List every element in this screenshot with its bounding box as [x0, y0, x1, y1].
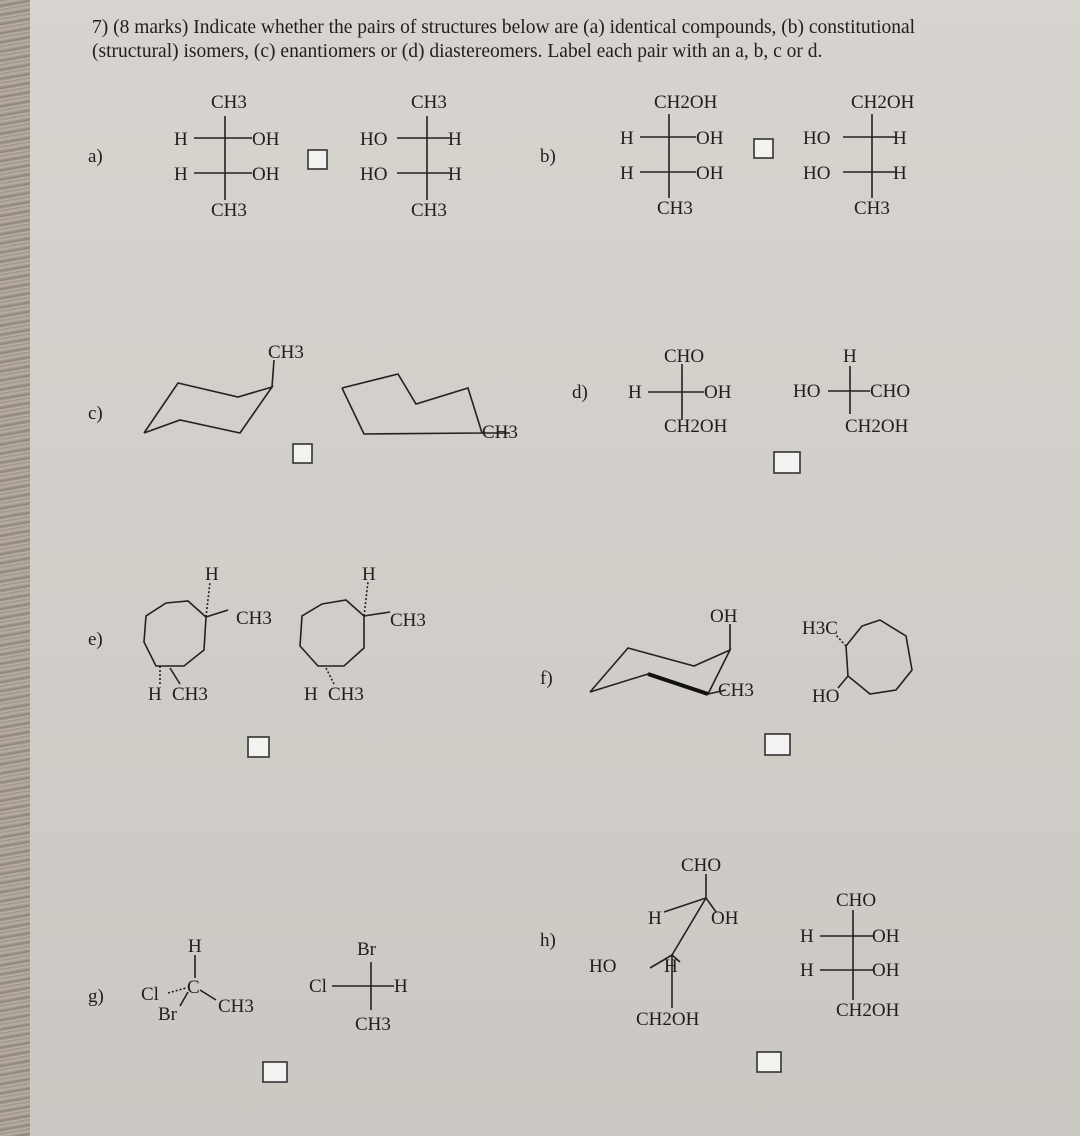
e-l-h-top: H — [205, 564, 219, 585]
label-d: d) — [572, 382, 588, 403]
h-r-top: CHO — [836, 890, 877, 911]
c-l-ch3: CH3 — [268, 342, 304, 363]
a-r-ho2: HO — [360, 164, 388, 185]
b-r-h2: H — [893, 163, 907, 184]
g-r-ch3: CH3 — [355, 1014, 391, 1035]
b-l-h1: H — [620, 128, 634, 149]
g-l-ch3: CH3 — [218, 996, 254, 1017]
d-r-bottom: CH2OH — [845, 416, 909, 437]
b-fischer-left — [620, 92, 724, 219]
e-ring-left — [144, 564, 272, 705]
a-r-h2: H — [448, 164, 462, 185]
answer-box-g[interactable] — [263, 1062, 287, 1082]
h-l-ho: HO — [589, 956, 617, 977]
label-f: f) — [540, 668, 553, 689]
d-r-top: H — [843, 346, 857, 367]
g-r-br: Br — [357, 939, 376, 960]
a-l-h2: H — [174, 164, 188, 185]
e-l-ch3-top: CH3 — [236, 608, 272, 629]
c-chair-left — [144, 342, 304, 433]
answer-box-a[interactable] — [308, 150, 327, 169]
e-r-h-bot: H — [304, 684, 318, 705]
h-l-oh: OH — [711, 908, 739, 929]
b-l-h2: H — [620, 163, 634, 184]
a-l-h1: H — [174, 129, 188, 150]
a-r-top: CH3 — [411, 92, 447, 113]
f-r-h3c: H3C — [802, 618, 838, 639]
label-b: b) — [540, 146, 556, 167]
e-ring-right — [300, 564, 426, 705]
a-fischer-right — [360, 92, 462, 221]
b-r-ho2: HO — [803, 163, 831, 184]
f-ring-right — [802, 618, 912, 707]
d-r-ho: HO — [793, 381, 821, 402]
a-fischer-left — [174, 92, 280, 221]
g-l-h: H — [188, 936, 202, 957]
a-r-bottom: CH3 — [411, 200, 447, 221]
b-r-h1: H — [893, 128, 907, 149]
b-l-oh2: OH — [696, 163, 724, 184]
d-l-bottom: CH2OH — [664, 416, 728, 437]
f-chair — [590, 606, 754, 701]
g-r-cl: Cl — [309, 976, 327, 997]
h-r-oh2: OH — [872, 960, 900, 981]
g-left — [141, 936, 254, 1025]
label-g: g) — [88, 986, 104, 1007]
g-r-h: H — [394, 976, 408, 997]
d-l-top: CHO — [664, 346, 705, 367]
answer-box-c[interactable] — [293, 444, 312, 463]
b-r-top: CH2OH — [851, 92, 915, 113]
label-h: h) — [540, 930, 556, 951]
h-r-bottom: CH2OH — [836, 1000, 900, 1021]
a-l-bottom: CH3 — [211, 200, 247, 221]
label-a: a) — [88, 146, 103, 167]
label-e: e) — [88, 629, 103, 650]
c-chair-right — [342, 374, 518, 443]
g-right — [309, 939, 408, 1035]
d-fischer-right — [793, 346, 910, 437]
d-r-cho: CHO — [870, 381, 911, 402]
h-r-h1: H — [800, 926, 814, 947]
b-fischer-right — [803, 92, 915, 219]
d-l-oh: OH — [704, 382, 732, 403]
e-l-h-bot: H — [148, 684, 162, 705]
h-l-h1: H — [648, 908, 662, 929]
answer-box-d[interactable] — [774, 452, 800, 473]
e-l-ch3-bot: CH3 — [172, 684, 208, 705]
f-r-ho: HO — [812, 686, 840, 707]
answer-box-e[interactable] — [248, 737, 269, 757]
g-l-cl: Cl — [141, 984, 159, 1005]
a-r-ho1: HO — [360, 129, 388, 150]
h-r-h2: H — [800, 960, 814, 981]
b-l-bottom: CH3 — [657, 198, 693, 219]
b-l-top: CH2OH — [654, 92, 718, 113]
answer-box-f[interactable] — [765, 734, 790, 755]
h-l-h2: H — [664, 956, 678, 977]
answer-box-h[interactable] — [757, 1052, 781, 1072]
a-l-top: CH3 — [211, 92, 247, 113]
h-r-oh1: OH — [872, 926, 900, 947]
b-r-bottom: CH3 — [854, 198, 890, 219]
question-line-2: (structural) isomers, (c) enantiomers or (d) diastereomers. Label each pair with an a, b, c or d. — [92, 41, 823, 62]
e-r-ch3-top: CH3 — [390, 610, 426, 631]
c-r-ch3: CH3 — [482, 422, 518, 443]
b-r-ho1: HO — [803, 128, 831, 149]
label-c: c) — [88, 403, 103, 424]
d-l-h: H — [628, 382, 642, 403]
a-l-oh2: OH — [252, 164, 280, 185]
a-l-oh1: OH — [252, 129, 280, 150]
g-l-c: C — [187, 977, 200, 998]
g-l-br: Br — [158, 1004, 177, 1025]
h-l-bottom: CH2OH — [636, 1009, 700, 1030]
f-l-oh: OH — [710, 606, 738, 627]
question-line-1: 7) (8 marks) Indicate whether the pairs of structures below are (a) identical compounds, (b) constitutional — [92, 17, 916, 38]
a-r-h1: H — [448, 129, 462, 150]
d-fischer-left — [628, 346, 732, 437]
answer-box-b[interactable] — [754, 139, 773, 158]
e-r-ch3-bot: CH3 — [328, 684, 364, 705]
f-l-ch3: CH3 — [718, 680, 754, 701]
h-l-cho: CHO — [681, 855, 722, 876]
b-l-oh1: OH — [696, 128, 724, 149]
h-left — [589, 855, 739, 1030]
e-r-h-top: H — [362, 564, 376, 585]
h-fischer-right — [800, 890, 900, 1021]
